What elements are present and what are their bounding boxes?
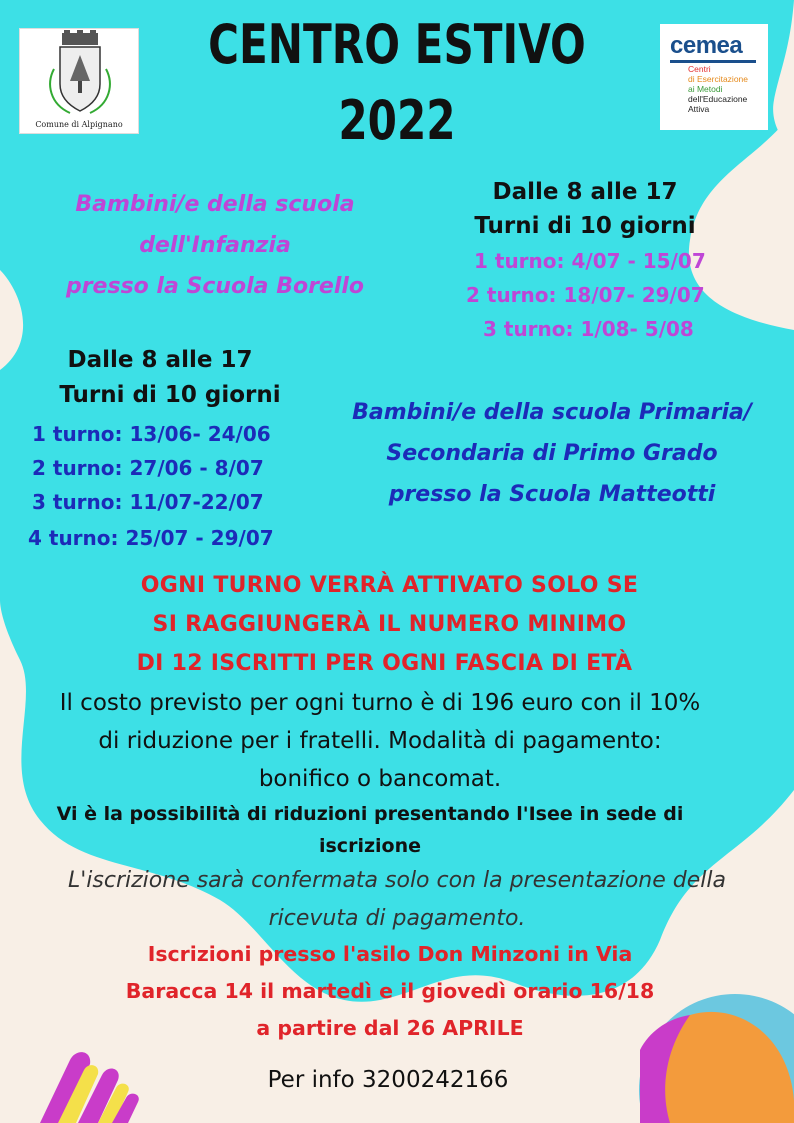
isee-info: Vi è la possibilità di riduzioni presentando l'Isee in sede di iscrizione xyxy=(56,803,684,857)
page-title-year: 2022 xyxy=(338,89,456,152)
enrollment-info: Iscrizioni presso l'asilo Don Minzoni in Via Baracca 14 il martedì e il giovedì orario 16/18 a partire dal 26 APRILE xyxy=(125,942,655,1040)
cemea-underline xyxy=(670,60,756,63)
infanzia-turn-3: 3 turno: 1/08- 5/08 xyxy=(483,317,694,341)
primaria-description: Bambini/e della scuola Primaria/ Secondaria di Primo Grado presso la Scuola Matteotti xyxy=(352,400,752,507)
page-title: CENTRO ESTIVO xyxy=(208,13,586,76)
coat-of-arms-icon xyxy=(20,29,140,119)
infanzia-description: Bambini/e della scuola dell'Infanzia presso la Scuola Borello xyxy=(65,192,365,299)
cemea-logo xyxy=(660,24,768,130)
primaria-turn-4: 4 turno: 25/07 - 29/07 xyxy=(28,526,274,550)
primaria-schedule: Dalle 8 alle 17 xyxy=(67,347,253,373)
infanzia-turns-heading: Turni di 10 giorni xyxy=(474,213,696,239)
infanzia-turn-1: 1 turno: 4/07 - 15/07 xyxy=(474,249,706,273)
cemea-wordmark: cemea xyxy=(670,32,743,59)
primaria-turns-heading: Turni di 10 giorni xyxy=(59,382,281,408)
primaria-turn-2: 2 turno: 27/06 - 8/07 xyxy=(32,456,264,480)
cemea-tagline: Centri di Esercitazione ai Metodi dell'Educazione Attiva xyxy=(688,64,749,114)
primaria-turn-1: 1 turno: 13/06- 24/06 xyxy=(32,422,271,446)
minimum-notice: OGNI TURNO VERRÀ ATTIVATO SOLO SE SI RAGGIUNGERÀ IL NUMERO MINIMO DI 12 ISCRITTI PER OGNI FASCIA DI ETÀ xyxy=(136,573,639,676)
confirmation-note: L'iscrizione sarà confermata solo con la presentazione della ricevuta di pagamento. xyxy=(68,868,726,931)
infanzia-schedule: Dalle 8 alle 17 xyxy=(492,179,678,205)
comune-logo xyxy=(19,28,139,134)
primaria-turn-3: 3 turno: 11/07-22/07 xyxy=(32,490,264,514)
comune-caption: Comune di Alpignano xyxy=(35,120,123,129)
contact-info: Per info 3200242166 xyxy=(267,1067,509,1093)
infanzia-turn-2: 2 turno: 18/07- 29/07 xyxy=(466,283,705,307)
cost-info: Il costo previsto per ogni turno è di 196 euro con il 10% di riduzione per i fratelli. Modalità di pagamento: bonifico o bancomat. xyxy=(59,690,701,792)
